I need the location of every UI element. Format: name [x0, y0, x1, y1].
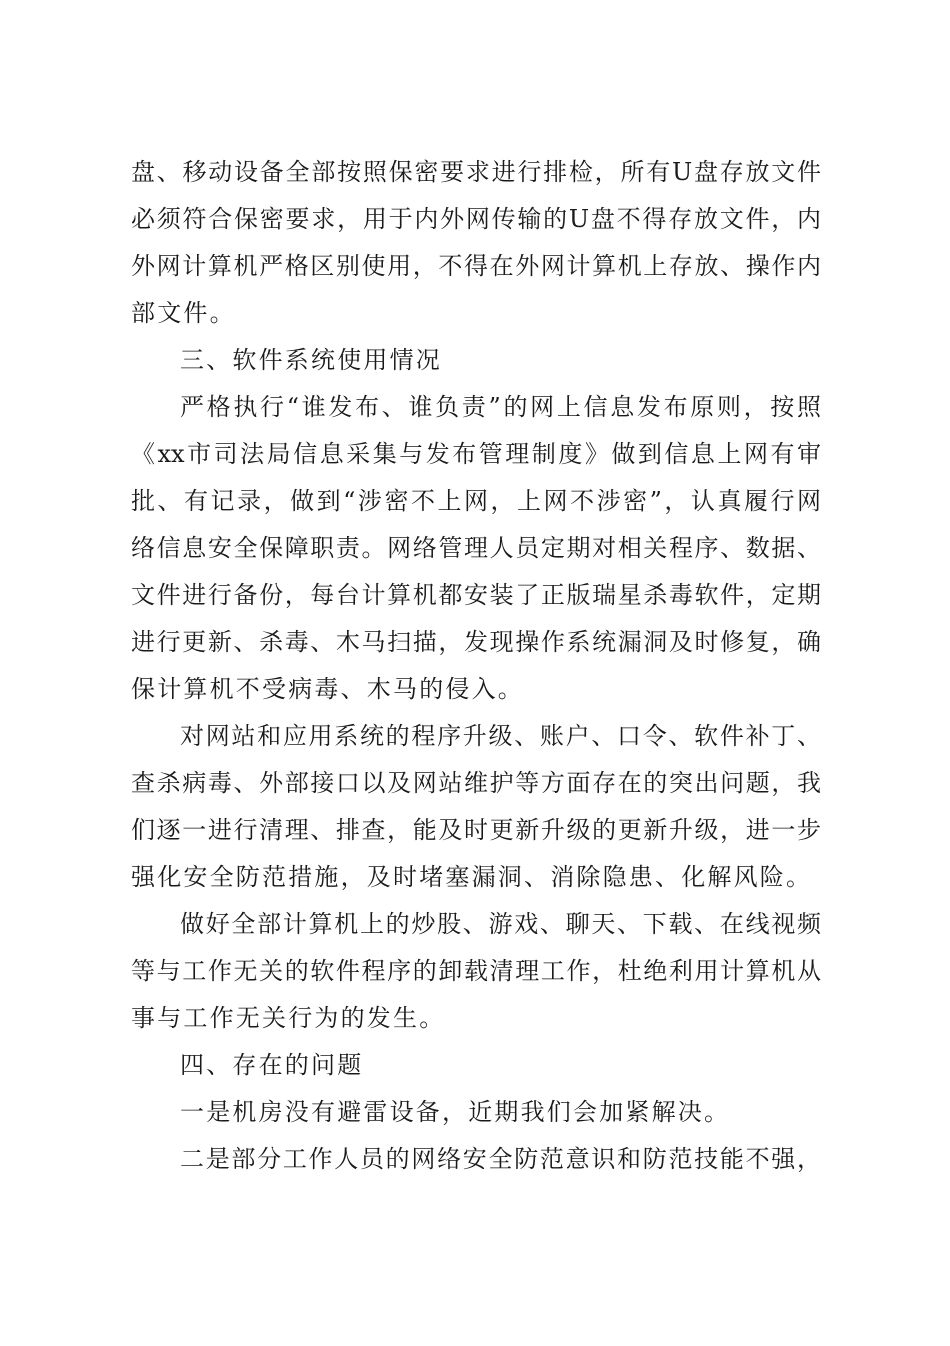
text-line: 等与工作无关的软件程序的卸载清理工作，杜绝利用计算机从 — [131, 957, 821, 985]
text-line: 络信息安全保障职责。网络管理人员定期对相关程序、数据、 — [131, 534, 821, 562]
text-line: 做好全部计算机上的炒股、游戏、聊天、下载、在线视频 — [180, 910, 821, 938]
section-heading: 四、存在的问题 — [180, 1051, 364, 1079]
text-line: 对网站和应用系统的程序升级、账户、口令、软件补丁、 — [180, 722, 821, 750]
text-line: 保计算机不受病毒、木马的侵入。 — [131, 675, 524, 703]
text-line: 必须符合保密要求，用于内外网传输的U盘不得存放文件，内 — [131, 205, 821, 233]
text-line: 盘、移动设备全部按照保密要求进行排检，所有U盘存放文件 — [131, 158, 821, 186]
text-line: 外网计算机严格区别使用，不得在外网计算机上存放、操作内 — [131, 252, 821, 280]
text-line: 二是部分工作人员的网络安全防范意识和防范技能不强， — [180, 1145, 821, 1173]
text-line: 们逐一进行清理、排查，能及时更新升级的更新升级，进一步 — [131, 816, 821, 844]
text-line: 进行更新、杀毒、木马扫描，发现操作系统漏洞及时修复，确 — [131, 628, 821, 656]
text-line: 批、有记录，做到“涉密不上网，上网不涉密”，认真履行网 — [131, 487, 821, 515]
text-line: 严格执行“谁发布、谁负责”的网上信息发布原则，按照 — [180, 393, 821, 421]
section-heading: 三、软件系统使用情况 — [180, 346, 442, 374]
text-line: 部文件。 — [131, 299, 236, 327]
text-line: 查杀病毒、外部接口以及网站维护等方面存在的突出问题，我 — [131, 769, 821, 797]
text-line: 《xx市司法局信息采集与发布管理制度》做到信息上网有审 — [131, 440, 821, 468]
text-line: 文件进行备份，每台计算机都安装了正版瑞星杀毒软件，定期 — [131, 581, 821, 609]
text-line: 一是机房没有避雷设备，近期我们会加紧解决。 — [180, 1098, 731, 1126]
text-line: 事与工作无关行为的发生。 — [131, 1004, 446, 1032]
text-line: 强化安全防范措施，及时堵塞漏洞、消除隐患、化解风险。 — [131, 863, 813, 891]
